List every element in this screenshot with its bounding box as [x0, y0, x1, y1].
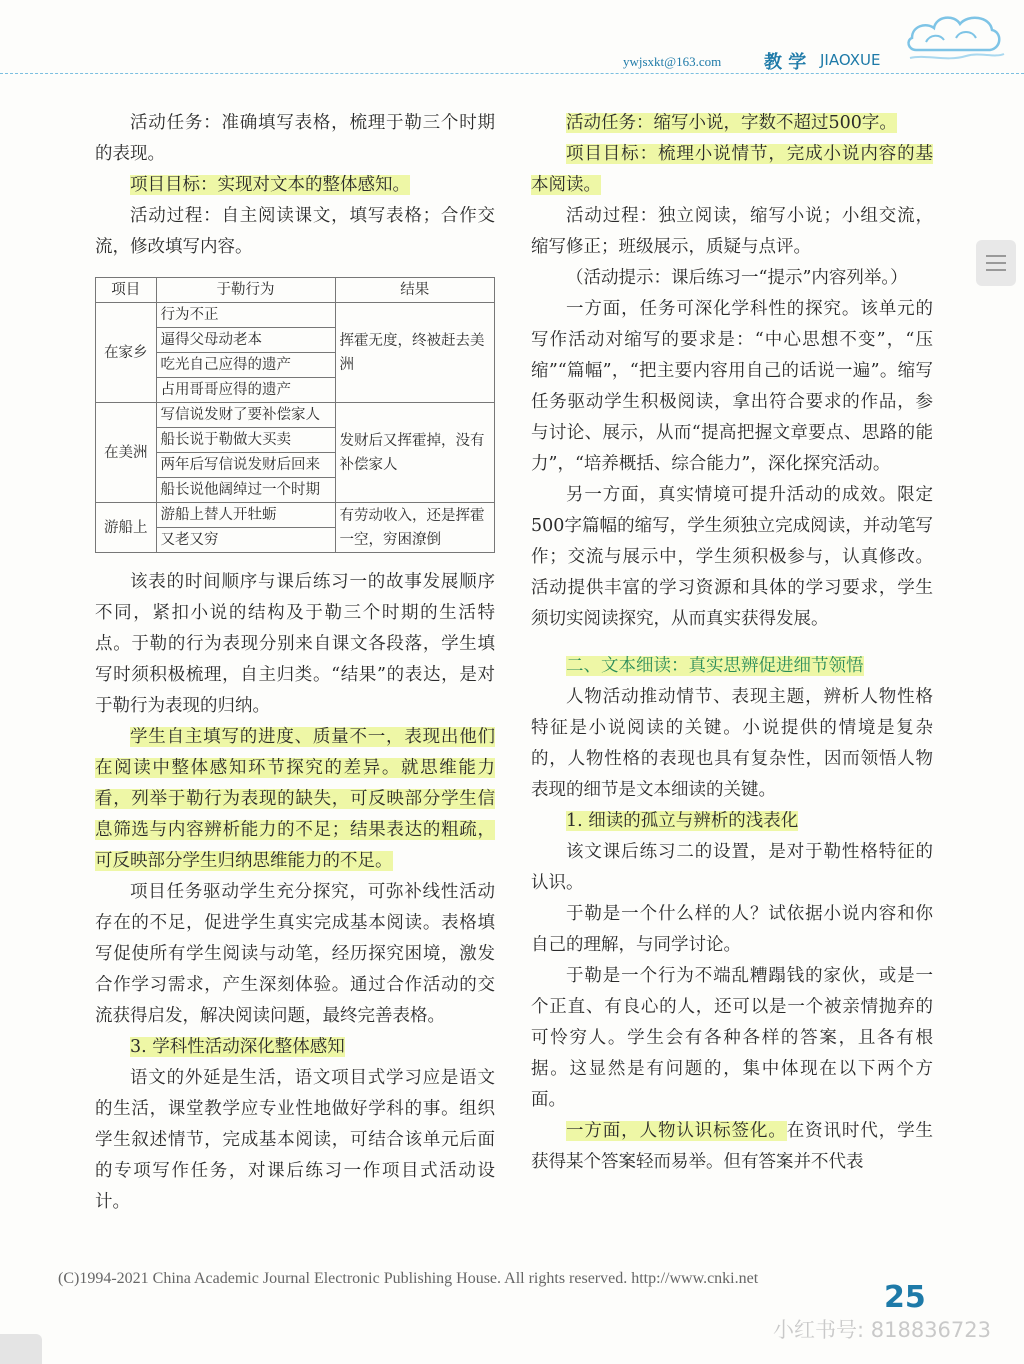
subheading	[531, 806, 933, 837]
table-action-cell: 船长说他阔绰过一个时期	[156, 478, 335, 503]
table-row	[96, 503, 495, 528]
table-place-cell: 游船上	[96, 503, 157, 553]
activity-task: 活动任务：准确填写表格，梳理于勒三个时期的表现。	[95, 113, 495, 164]
menu-icon-line	[986, 255, 1006, 257]
table-action-cell: 船长说于勒做大买卖	[156, 428, 335, 453]
table-action-cell: 两年后写信说发财后回来	[156, 453, 335, 478]
paragraph: 项目任务驱动学生充分探究，可弥补线性活动存在的不足，促进学生真实完成基本阅读。表格填写促使所有学生阅读与动笔，经历探究困境，激发合作学习需求，产生深刻体验。通过合作活动的交流获得启发，解决阅读问题，最终完善表格。	[95, 882, 495, 1026]
table-action-cell: 占用哥哥应得的遗产	[156, 378, 335, 403]
activity-process: 活动过程：自主阅读课文，填写表格；合作交流，修改填写内容。	[95, 206, 495, 257]
table-action-cell: 又老又穷	[156, 528, 335, 553]
spacer	[531, 635, 933, 651]
table-action-cell: 吃光自己应得的遗产	[156, 353, 335, 378]
paragraph: 该表的时间顺序与课后练习一的故事发展顺序不同，紧扣小说的结构及于勒三个时期的生活特点。于勒的行为表现分别来自课文各段落，学生填写时须积极梳理，自主归类。“结果”的表达，是对于勒行为表现的归纳。	[95, 572, 495, 716]
paragraph-continued: 在资讯时代，学生获得某个答案轻而易举。但有答案并不代表	[531, 1121, 934, 1172]
table-row	[96, 303, 495, 328]
page-header	[0, 0, 1024, 80]
highlighted-paragraph-text: 学生自主填写的进度、质量不一，表现出他们在阅读中整体感知环节探究的差异。就思维能力看，列举于勒行为表现的缺失，可反映部分学生信息筛选与内容辨析能力的不足；结果表达的粗疏，可反映部分学生归纳思维能力的不足。	[95, 727, 495, 871]
highlighted-paragraph	[95, 722, 495, 877]
activity-process: 活动过程：独立阅读，缩写小说；小组交流，缩写修正；班级展示，质疑与点评。	[531, 206, 933, 257]
paragraph: 人物活动推动情节、表现主题，辨析人物性格特征是小说阅读的关键。小说提供的情境是复杂的，人物性格的表现也具有复杂性，因而领悟人物表现的细节是文本细读的关键。	[531, 687, 933, 800]
table-result-cell: 挥霍无度，终被赶去美洲	[335, 303, 494, 403]
header-section-cn: 教 学	[764, 52, 807, 73]
paragraph: 语文的外延是生活，语文项目式学习应是语文的生活，课堂教学应专业性地做好学科的事。组织学生叙述情节，完成基本阅读，可结合该单元后面的专项写作任务，对课后练习一作项目式活动设计。	[95, 1068, 495, 1212]
table-action-cell: 逼得父母动老本	[156, 328, 335, 353]
table-place-cell: 在家乡	[96, 303, 157, 403]
paragraph: 一方面，任务可深化学科性的探究。该单元的写作活动对缩写的要求是：“中心思想不变”，“压缩”“篇幅”，“把主要内容用自己的话说一遍”。缩写任务驱动学生积极阅读，拿出符合要求的作品，参与讨论、展示，从而“提高把握文章要点、思路的能力”，“培养概括、综合能力”，深化探究活动。	[531, 299, 933, 474]
project-goal-text: 项目目标：梳理小说情节，完成小说内容的基本阅读。	[531, 144, 933, 195]
exercise-quote: 于勒是一个什么样的人？试依据小说内容和你自己的理解，与同学讨论。	[531, 904, 933, 955]
highlighted-phrase: 一方面，人物认识标签化。	[566, 1121, 787, 1141]
cloud-ornament-icon	[906, 8, 1006, 70]
table-action-cell: 行为不正	[156, 303, 335, 328]
activity-task	[531, 108, 933, 139]
menu-icon-line	[986, 269, 1006, 271]
subheading-text: 1. 细读的孤立与辨析的浅表化	[566, 811, 799, 831]
table-header: 于勒行为	[156, 278, 335, 303]
table-row	[96, 403, 495, 428]
header-section-en: JIAOXUE	[820, 51, 881, 69]
table-header-row	[96, 278, 495, 303]
left-column	[95, 108, 495, 1218]
table-header: 项目	[96, 278, 157, 303]
page-number: 25	[884, 1280, 926, 1315]
paragraph: 另一方面，真实情境可提升活动的成效。限定500字篇幅的缩写，学生须独立完成阅读，并动笔写作；交流与展示中，学生须积极参与，认真修改。活动提供丰富的学习资源和具体的学习要求，学生须切实阅读探究，从而真实获得发展。	[531, 485, 933, 629]
table-result-cell: 有劳动收入，还是挥霍一空，穷困潦倒	[335, 503, 494, 553]
activity-hint: （活动提示：课后练习一“提示”内容列举。）	[566, 268, 908, 288]
corner-button[interactable]	[0, 1334, 42, 1364]
yule-behavior-table	[95, 277, 495, 553]
subheading-text: 3. 学科性活动深化整体感知	[130, 1037, 345, 1057]
project-goal-text: 项目目标：实现对文本的整体感知。	[130, 175, 410, 195]
header-email: ywjsxkt@163.com	[623, 54, 722, 69]
table-action-cell: 写信说发财了要补偿家人	[156, 403, 335, 428]
right-column	[531, 108, 933, 1178]
table-header: 结果	[335, 278, 494, 303]
project-goal	[531, 139, 933, 201]
table-place-cell: 在美洲	[96, 403, 157, 503]
paragraph: 于勒是一个行为不端乱糟蹋钱的家伙，或是一个正直、有良心的人，还可以是一个被亲情抛弃的可怜穷人。学生会有各种各样的答案，且各有根据。这显然是有问题的，集中体现在以下两个方面。	[531, 966, 933, 1110]
paragraph	[531, 1116, 933, 1178]
menu-icon-line	[986, 262, 1006, 264]
watermark: 小红书号: 818836723	[773, 1318, 991, 1342]
paragraph: 该文课后练习二的设置，是对于勒性格特征的认识。	[531, 842, 933, 893]
activity-task-text: 活动任务：缩写小说，字数不超过500字。	[566, 113, 897, 133]
project-goal	[95, 170, 495, 201]
header-rule	[0, 73, 1024, 74]
subheading	[95, 1032, 495, 1063]
table-result-cell: 发财后又挥霍掉，没有补偿家人	[335, 403, 494, 503]
section-heading	[531, 651, 933, 682]
menu-icon[interactable]	[976, 240, 1016, 286]
table-action-cell: 游船上替人开牡蛎	[156, 503, 335, 528]
copyright-footer: (C)1994-2021 China Academic Journal Electronic Publishing House. All rights reserved. http://www.cnki.net	[58, 1270, 759, 1287]
section-heading-text: 二、文本细读：真实思辨促进细节领悟	[566, 656, 864, 676]
